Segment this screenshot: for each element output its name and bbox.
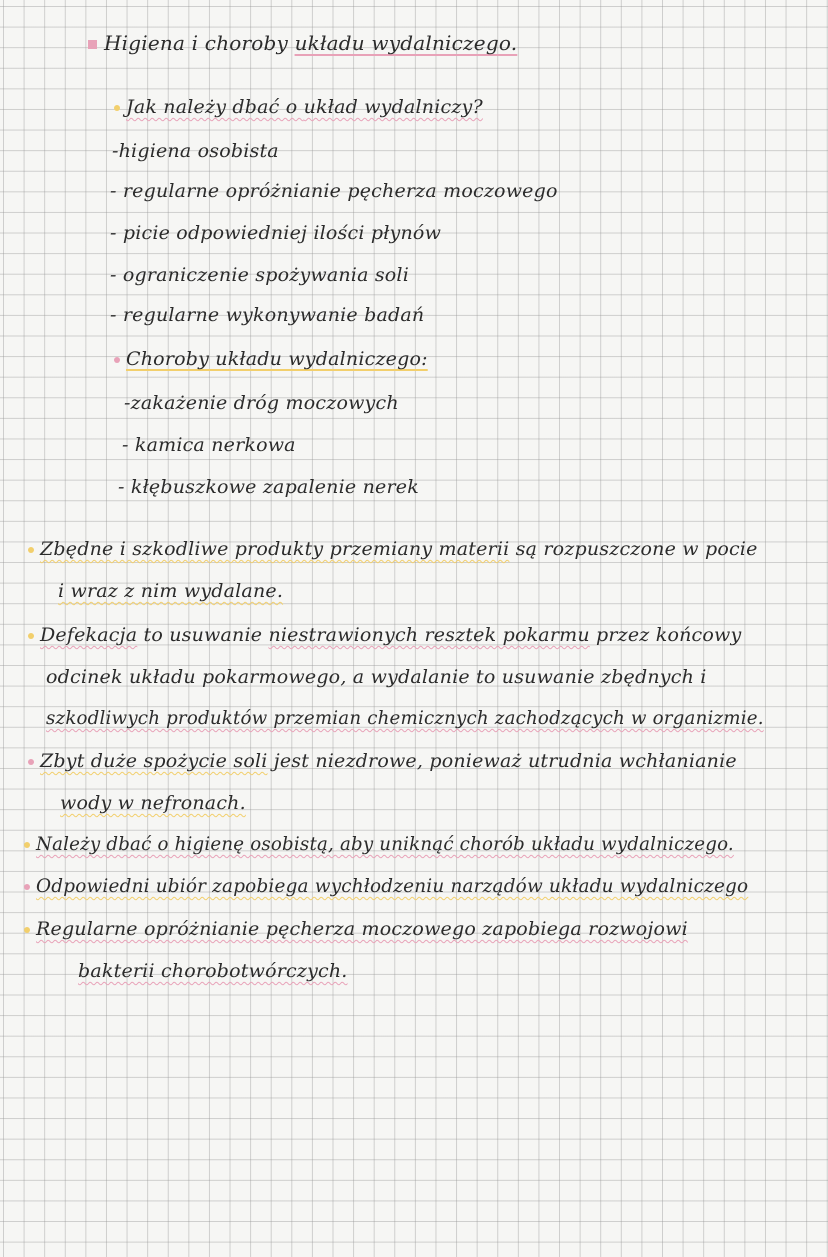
- diseases-heading: [114, 346, 428, 372]
- title-underlined: układu wydalniczego.: [294, 31, 518, 55]
- question-text: Jak należy dbać o: [126, 96, 304, 118]
- note-text: Odpowiedni ubiór zapobiega wychłodzeniu narządów układu wydalniczego: [36, 876, 749, 897]
- title-text: Higiena i choroby: [104, 31, 295, 55]
- list-item: -zakażenie dróg moczowych: [124, 392, 399, 414]
- yellow-bullet-icon: [28, 547, 34, 553]
- square-bullet-icon: [88, 40, 97, 49]
- note-text: i wraz z nim wydalane.: [58, 580, 284, 602]
- list-item: - picie odpowiedniej ilości płynów: [110, 222, 442, 244]
- note-1-line-2: [58, 578, 283, 604]
- note-text: przez końcowy: [589, 624, 742, 646]
- list-item: - ograniczenie spożywania soli: [110, 264, 409, 286]
- note-4: [24, 832, 734, 858]
- note-2-line-3: [46, 706, 764, 732]
- note-3-line-2: [60, 790, 246, 816]
- page-title: [88, 30, 517, 56]
- list-item: - kłębuszkowe zapalenie nerek: [118, 476, 419, 498]
- note-text: jest niezdrowe, ponieważ utrudnia wchłanianie: [267, 750, 737, 772]
- note-text: szkodliwych produktów przemian chemicznych zachodzących w organizmie.: [46, 708, 764, 729]
- diseases-heading-text: Choroby układu wydalniczego:: [126, 348, 428, 370]
- list-item: - regularne opróżnianie pęcherza moczowego: [110, 180, 558, 202]
- list-item: - kamica nerkowa: [122, 434, 296, 456]
- note-6-line-1: [24, 916, 688, 942]
- yellow-bullet-icon: [114, 105, 120, 111]
- note-1-line-1: [28, 536, 758, 562]
- yellow-bullet-icon: [28, 633, 34, 639]
- note-text: to usuwanie: [137, 624, 269, 646]
- note-3-line-1: [28, 748, 737, 774]
- note-text: Należy dbać o higienę osobistą, aby uniknąć chorób układu wydalniczego.: [36, 834, 734, 855]
- yellow-bullet-icon: [24, 927, 30, 933]
- note-text: odcinek układu pokarmowego, a wydalanie to usuwanie zbędnych i: [46, 666, 707, 688]
- note-2-line-1: [28, 622, 741, 648]
- note-2-line-2: [46, 664, 707, 690]
- note-text: Zbyt duże spożycie soli: [40, 750, 268, 772]
- note-text: bakterii chorobotwórczych.: [78, 960, 348, 982]
- note-5: [24, 874, 748, 900]
- pink-bullet-icon: [114, 357, 120, 363]
- note-text: wody w nefronach.: [60, 792, 246, 814]
- note-text: Zbędne i szkodliwe produkty przemiany materii: [40, 538, 510, 560]
- note-6-line-2: [78, 958, 348, 984]
- note-text: Regularne opróżnianie pęcherza moczowego zapobiega rozwojowi: [36, 918, 688, 940]
- question-underlined: układ wydalniczy?: [303, 96, 483, 118]
- note-text: niestrawionych resztek pokarmu: [268, 624, 590, 646]
- list-item: -higiena osobista: [112, 140, 279, 162]
- note-text: Defekacja: [40, 624, 138, 646]
- pink-bullet-icon: [24, 884, 30, 890]
- note-text: są rozpuszczone w pocie: [509, 538, 758, 560]
- list-item: - regularne wykonywanie badań: [110, 304, 425, 326]
- question-heading: [114, 94, 483, 120]
- yellow-bullet-icon: [24, 842, 30, 848]
- pink-bullet-icon: [28, 759, 34, 765]
